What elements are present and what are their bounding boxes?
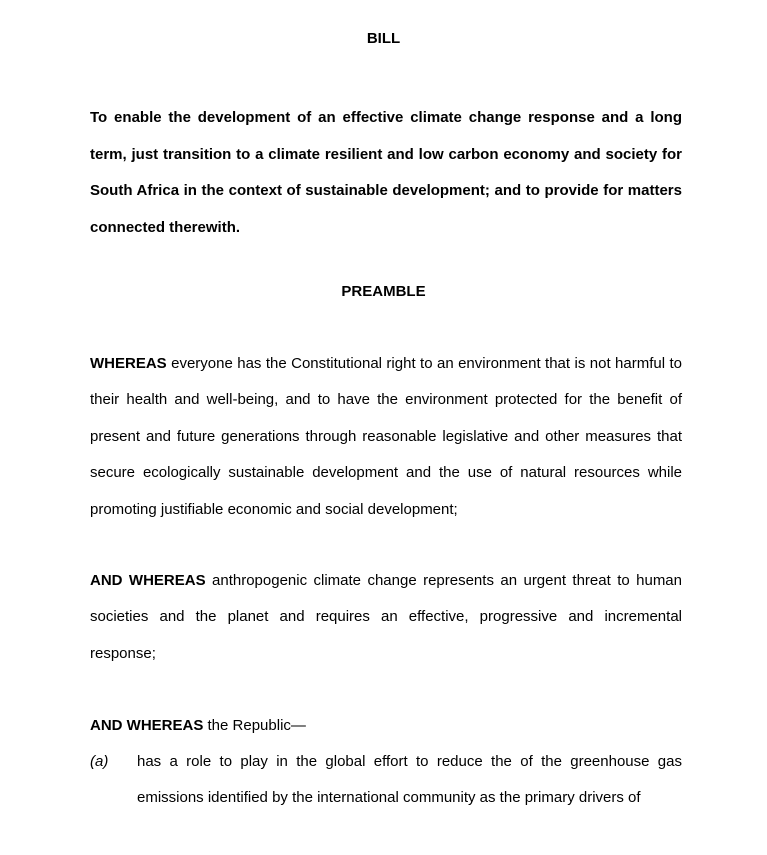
long-title: To enable the development of an effective climate change response and a long term, just transition to a climate resilient and low carbon economy and society for South Africa in the context of sustainable development; and to provide for matters connected therewith. xyxy=(90,109,682,236)
paragraph-text: everyone has the Constitutional right to an environment that is not harmful to their health and well-being, and to have the environment protected for the benefit of present and future generations through reasonable legislative and other measures that secure ecologically sustainable development and the use of natural resources while promoting justifiable economic and social development; xyxy=(90,355,682,518)
preamble-paragraph xyxy=(90,708,682,744)
preamble-paragraph xyxy=(90,563,682,672)
paragraph-text: anthropogenic climate change represents an urgent threat to human societies and the planet and requires an effective, progressive and incremental response; xyxy=(90,572,682,662)
preamble-paragraph xyxy=(90,346,682,528)
paragraph-lead: AND WHEREAS xyxy=(90,572,206,589)
preamble-heading: PREAMBLE xyxy=(341,283,426,300)
bill-heading: BILL xyxy=(366,30,401,47)
paragraph-lead: WHEREAS xyxy=(90,355,167,372)
paragraph-lead: AND WHEREAS xyxy=(90,717,204,734)
list-item-label: (a) xyxy=(90,753,109,770)
paragraph-text: the Republic— xyxy=(203,717,306,734)
list-item-text: has a role to play in the global effort to reduce the of the greenhouse gas emissions identified by the international community as the primary drivers of xyxy=(137,753,682,807)
